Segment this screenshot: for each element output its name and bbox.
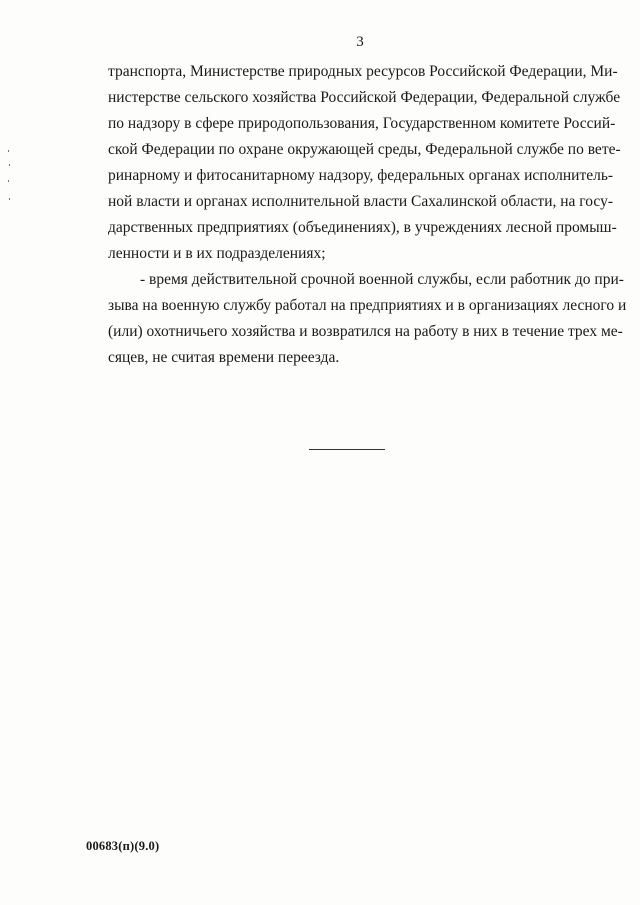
- text-line: - время действительной срочной военной службы, если работник до при-: [140, 271, 624, 288]
- paragraph-continuation: [108, 59, 621, 267]
- text-line: транспорта, Министерстве природных ресурсов Российской Федерации, Ми-: [108, 63, 618, 80]
- text-line: зыва на военную службу работал на предприятиях и в организациях лесного и: [108, 297, 627, 314]
- page-number: 3: [356, 34, 364, 50]
- text-line: (или) охотничьего хозяйства и возвратился на работу в них в течение трех ме-: [108, 323, 623, 340]
- text-line: ленности и в их подразделениях;: [108, 245, 326, 262]
- text-line: дарственных предприятиях (объединениях), в учреждениях лесной промыш-: [108, 219, 617, 236]
- text-line: нистерстве сельского хозяйства Российской Федерации, Федеральной службе: [108, 89, 621, 106]
- text-line: сяцев, не считая времени переезда.: [108, 349, 340, 366]
- text-line: ринарному и фитосанитарному надзору, федеральных органах исполнитель-: [108, 167, 614, 184]
- text-line: по надзору в сфере природопользования, Государственном комитете Россий-: [108, 115, 616, 132]
- end-divider-line: [309, 449, 385, 450]
- text-line: ной власти и органах исполнительной власти Сахалинской области, на госу-: [108, 193, 613, 210]
- text-line: ской Федерации по охране окружающей среды, Федеральной службе по вете-: [108, 141, 621, 158]
- body-text: [108, 59, 627, 371]
- scan-margin-marks: [8, 150, 11, 210]
- paragraph-military-service: [108, 267, 627, 371]
- document-code: 00683(п)(9.0): [86, 839, 160, 853]
